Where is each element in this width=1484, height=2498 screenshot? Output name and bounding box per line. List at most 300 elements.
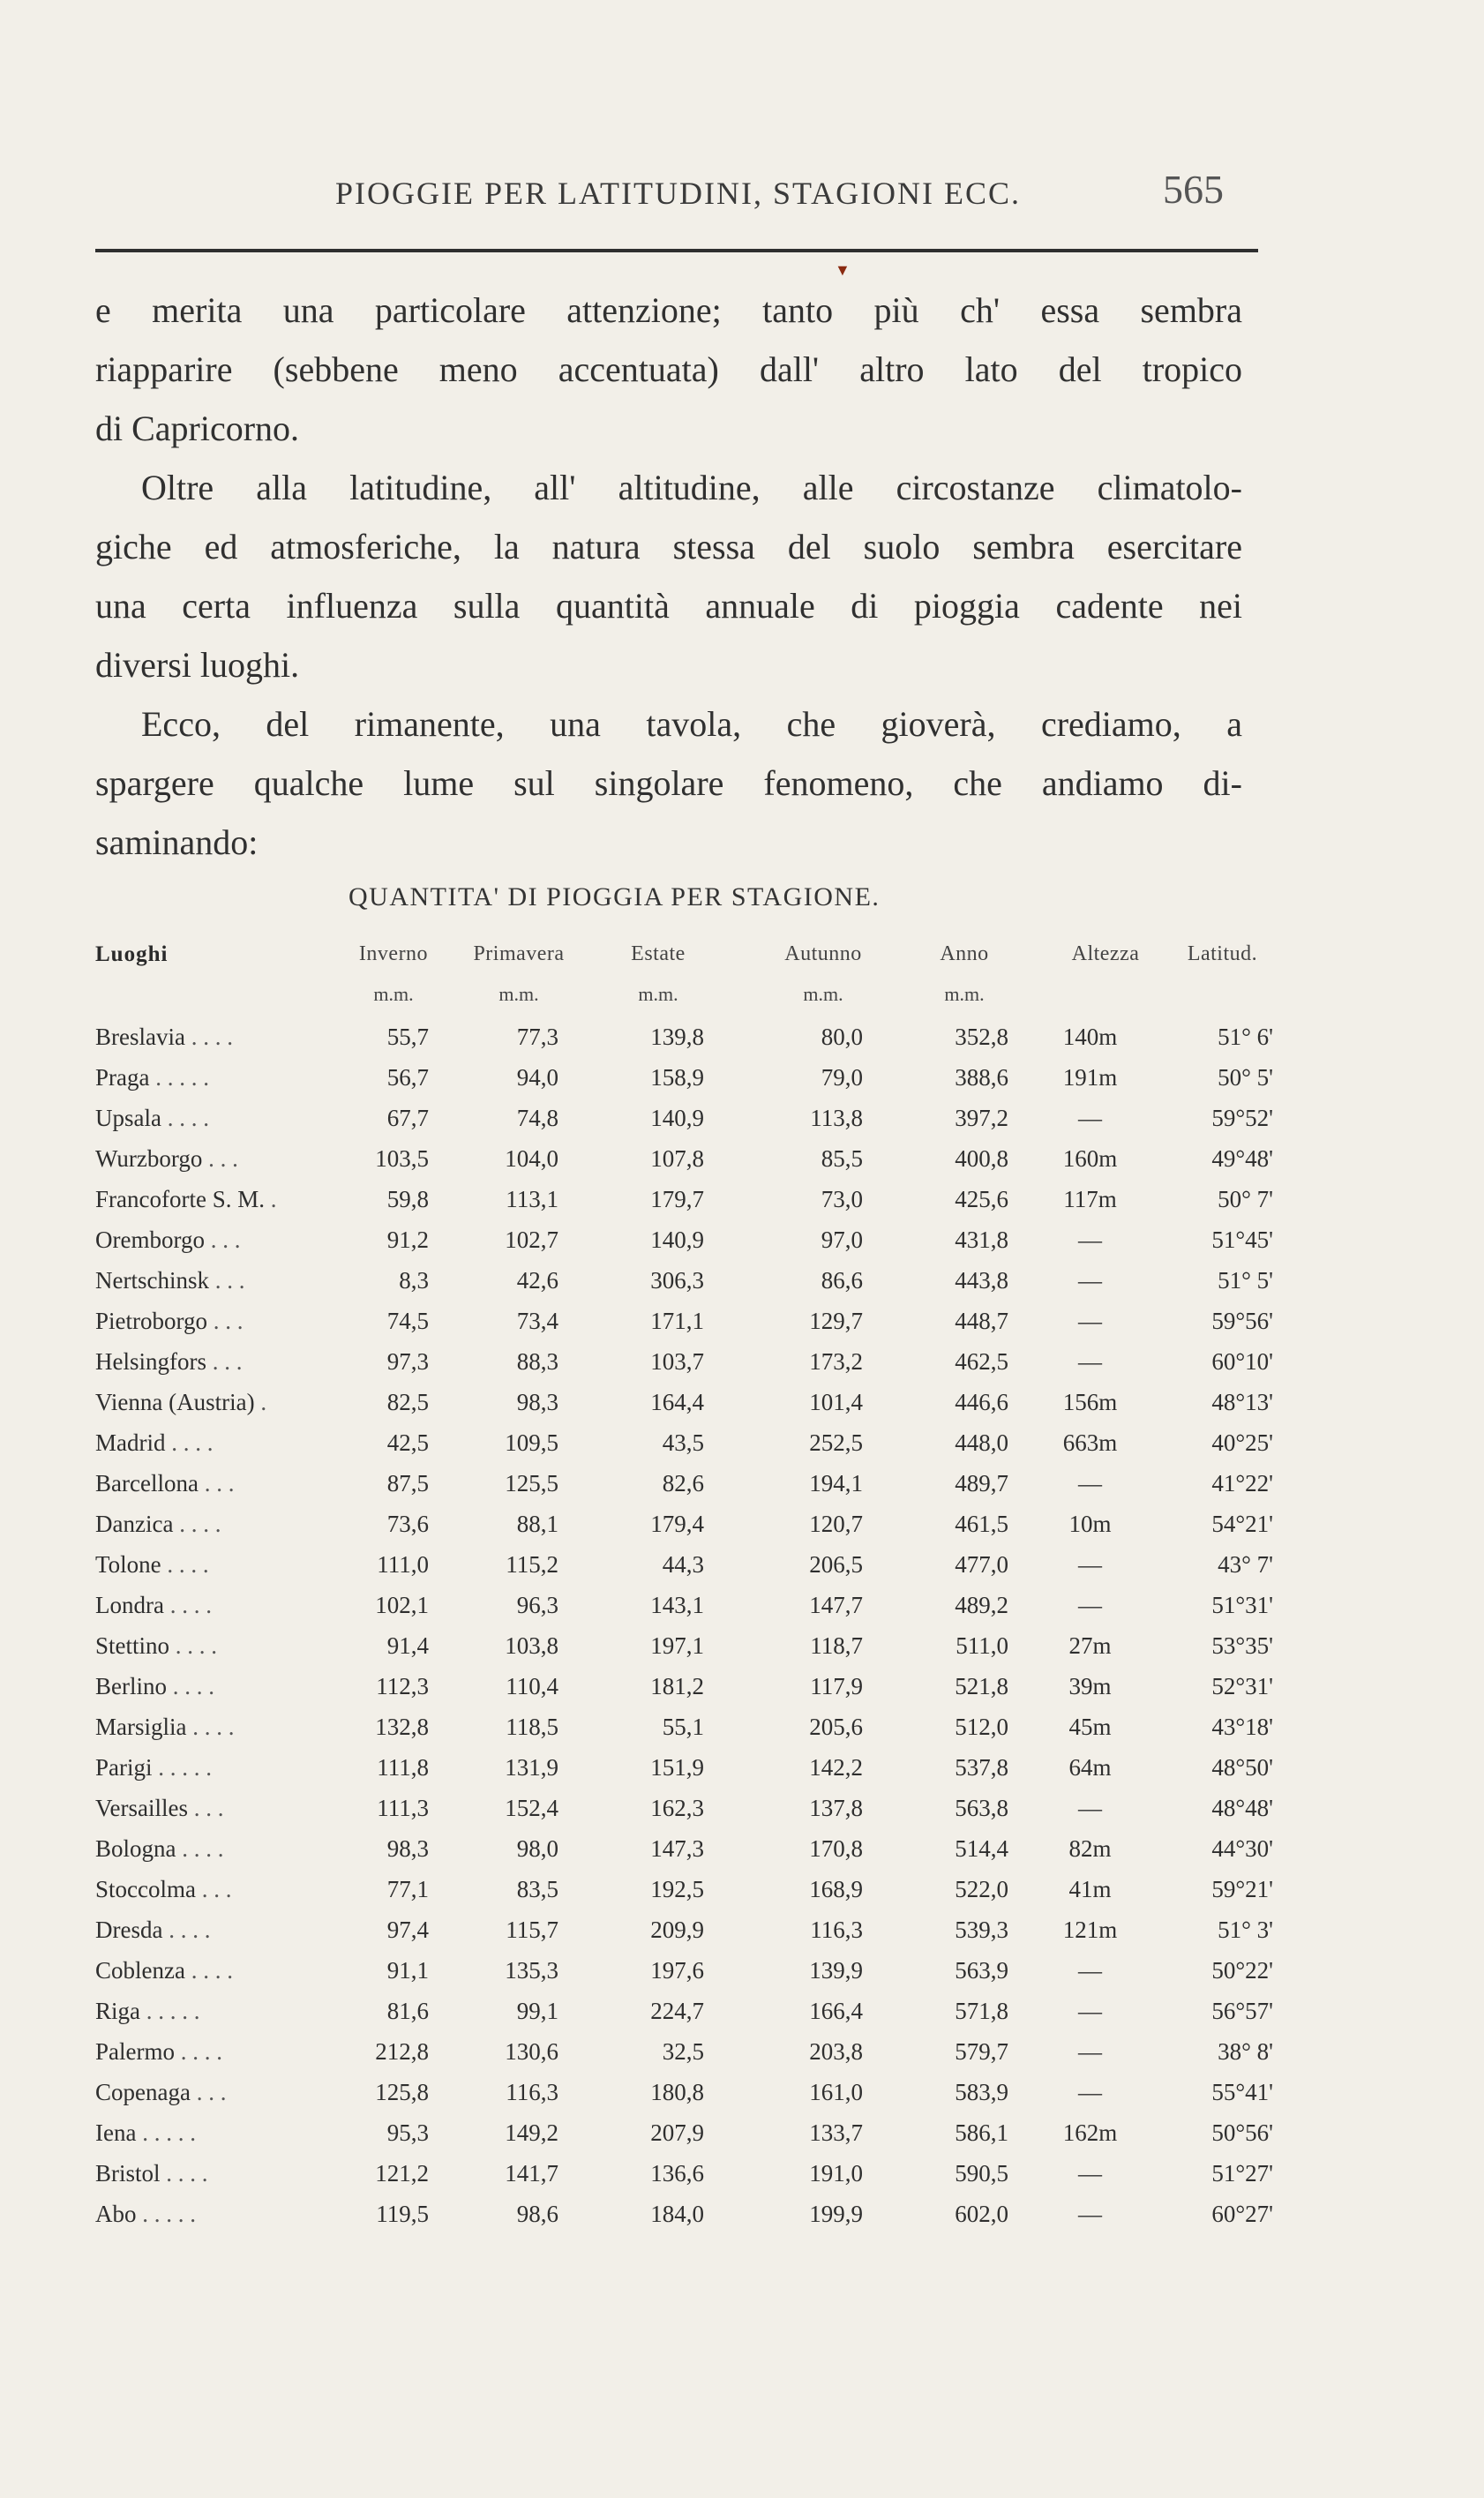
cell-anno: 446,6: [955, 1389, 1008, 1415]
cell-anno: 583,9: [955, 2079, 1008, 2105]
cell-altezza: —: [1078, 1957, 1102, 1984]
place-name: Iena: [95, 2119, 137, 2146]
leader-dots: . . .: [198, 1470, 235, 1497]
place-name: Coblenza: [95, 1957, 185, 1984]
table-row: [95, 1673, 1273, 1714]
leader-dots: . . . .: [165, 1429, 214, 1456]
cell-autunno: 137,8: [809, 1795, 863, 1821]
cell-anno: 477,0: [955, 1551, 1008, 1578]
cell-latitudine: 60°10': [1211, 1348, 1273, 1375]
cell-anno: 586,1: [955, 2119, 1008, 2146]
cell-estate: 207,9: [650, 2119, 704, 2146]
cell-inverno: 111,3: [377, 1795, 429, 1821]
cell-anno: 537,8: [955, 1754, 1008, 1781]
cell-altezza: 41m: [1068, 1876, 1112, 1902]
cell-altezza: —: [1078, 1348, 1102, 1375]
table-row: [95, 1024, 1273, 1064]
table-row: [95, 1145, 1273, 1186]
ink-mark: ▼: [835, 261, 851, 279]
cell-estate: 184,0: [650, 2201, 704, 2227]
cell-estate: 140,9: [650, 1105, 704, 1131]
cell-estate: 197,1: [650, 1632, 704, 1659]
cell-autunno: 116,3: [810, 1917, 863, 1943]
place-name: Upsala: [95, 1105, 161, 1131]
cell-autunno: 120,7: [809, 1511, 863, 1537]
cell-anno: 521,8: [955, 1673, 1008, 1699]
cell-inverno: 67,7: [386, 1105, 429, 1131]
cell-latitudine: 60°27': [1211, 2201, 1273, 2227]
cell-inverno: 87,5: [386, 1470, 429, 1497]
cell-latitudine: 50° 5': [1218, 1064, 1273, 1091]
cell-latitudine: 55°41': [1211, 2079, 1273, 2105]
table-row: [95, 1105, 1273, 1145]
place-name: Dresda: [95, 1917, 163, 1943]
cell-altezza: 162m: [1062, 2119, 1118, 2146]
table-row: [95, 1754, 1273, 1795]
text-line: una certa influenza sulla quantità annuale di pioggia cadente nei: [95, 586, 1242, 626]
cell-inverno: 74,5: [386, 1308, 429, 1334]
unit-anno: m.m.: [944, 983, 985, 1005]
cell-estate: 44,3: [662, 1551, 704, 1578]
unit-estate: m.m.: [638, 983, 678, 1005]
cell-anno: 489,2: [955, 1592, 1008, 1618]
cell-altezza: —: [1078, 1998, 1102, 2024]
place-name: Berlino: [95, 1673, 167, 1699]
cell-primavera: 73,4: [516, 1308, 558, 1334]
cell-inverno: 91,1: [386, 1957, 429, 1984]
place-name: Stoccolma: [95, 1876, 196, 1902]
place-name: Riga: [95, 1998, 140, 2024]
header-estate: Estate: [631, 942, 686, 965]
cell-anno: 590,5: [955, 2160, 1008, 2187]
text-line: Ecco, del rimanente, una tavola, che gioverà, crediamo, a: [141, 704, 1242, 744]
unit-primavera: m.m.: [498, 983, 539, 1005]
cell-primavera: 77,3: [516, 1024, 558, 1050]
cell-altezza: 156m: [1062, 1389, 1118, 1415]
cell-estate: 181,2: [650, 1673, 704, 1699]
cell-latitudine: 49°48': [1211, 1145, 1273, 1172]
cell-inverno: 82,5: [386, 1389, 429, 1415]
place-name: Bologna: [95, 1835, 176, 1862]
cell-primavera: 141,7: [505, 2160, 558, 2187]
cell-anno: 563,9: [955, 1957, 1008, 1984]
cell-inverno: 111,0: [377, 1551, 429, 1578]
table-row: [95, 1267, 1273, 1308]
table-row: [95, 1470, 1273, 1511]
unit-inverno: m.m.: [373, 983, 414, 1005]
cell-autunno: 117,9: [810, 1673, 863, 1699]
cell-altezza: —: [1078, 1795, 1102, 1821]
leader-dots: . . .: [202, 1145, 238, 1172]
cell-latitudine: 40°25': [1211, 1429, 1273, 1456]
cell-anno: 563,8: [955, 1795, 1008, 1821]
cell-primavera: 125,5: [505, 1470, 558, 1497]
cell-primavera: 83,5: [516, 1876, 558, 1902]
leader-dots: . . .: [187, 1795, 224, 1821]
cell-inverno: 42,5: [386, 1429, 429, 1456]
table-row: [95, 1917, 1273, 1957]
cell-latitudine: 51°31': [1211, 1592, 1273, 1618]
text-line: giche ed atmosferiche, la natura stessa del suolo sembra esercitare: [95, 527, 1242, 566]
cell-autunno: 191,0: [809, 2160, 863, 2187]
cell-altezza: —: [1078, 2201, 1102, 2227]
leader-dots: . . . .: [167, 1673, 214, 1699]
body-paragraphs: [95, 281, 1242, 872]
place-name: Nertschinsk: [95, 1267, 209, 1294]
leader-dots: . . . . .: [136, 2201, 196, 2227]
cell-autunno: 199,9: [809, 2201, 863, 2227]
header-altezza: Altezza: [1071, 942, 1140, 965]
table-row: [95, 1064, 1273, 1105]
cell-latitudine: 53°35': [1211, 1632, 1273, 1659]
table-units-row: [95, 983, 1260, 1024]
cell-inverno: 59,8: [386, 1186, 429, 1212]
cell-inverno: 121,2: [375, 2160, 429, 2187]
cell-anno: 443,8: [955, 1267, 1008, 1294]
unit-autunno: m.m.: [803, 983, 843, 1005]
cell-anno: 602,0: [955, 2201, 1008, 2227]
table-row: [95, 2119, 1273, 2160]
place-name: Praga: [95, 1064, 150, 1091]
cell-primavera: 74,8: [516, 1105, 558, 1131]
page-number: 565: [1163, 167, 1224, 212]
cell-altezza: 64m: [1068, 1754, 1112, 1781]
leader-dots: . . . . .: [149, 1064, 209, 1091]
leader-dots: . . . .: [184, 1957, 233, 1984]
cell-primavera: 152,4: [505, 1795, 558, 1821]
leader-dots: . . .: [208, 1267, 245, 1294]
place-name: Bristol: [95, 2160, 161, 2187]
cell-inverno: 8,3: [399, 1267, 429, 1294]
cell-anno: 462,5: [955, 1348, 1008, 1375]
cell-inverno: 91,2: [386, 1226, 429, 1253]
table-row: [95, 1714, 1273, 1754]
cell-estate: 179,7: [650, 1186, 704, 1212]
cell-altezza: —: [1078, 1105, 1102, 1131]
cell-latitudine: 48°13': [1211, 1389, 1273, 1415]
cell-primavera: 149,2: [505, 2119, 558, 2146]
text-line: saminando:: [95, 822, 259, 862]
table-row: [95, 2201, 1273, 2241]
table-body: [95, 1024, 1273, 2241]
cell-autunno: 73,0: [821, 1186, 863, 1212]
cell-autunno: 86,6: [821, 1267, 863, 1294]
place-name: Barcellona: [95, 1470, 199, 1497]
cell-estate: 103,7: [650, 1348, 704, 1375]
cell-altezza: 117m: [1063, 1186, 1117, 1212]
cell-latitudine: 51° 5': [1218, 1267, 1273, 1294]
cell-anno: 400,8: [955, 1145, 1008, 1172]
cell-latitudine: 48°50': [1211, 1754, 1273, 1781]
cell-primavera: 115,7: [506, 1917, 558, 1943]
cell-estate: 32,5: [662, 2038, 704, 2065]
cell-anno: 388,6: [955, 1064, 1008, 1091]
cell-latitudine: 38° 8': [1218, 2038, 1273, 2065]
cell-autunno: 101,4: [809, 1389, 863, 1415]
cell-primavera: 135,3: [505, 1957, 558, 1984]
place-name: Madrid: [95, 1429, 166, 1456]
cell-latitudine: 59°21': [1211, 1876, 1273, 1902]
leader-dots: . . . . .: [152, 1754, 212, 1781]
leader-dots: .: [264, 1186, 277, 1212]
cell-primavera: 130,6: [505, 2038, 558, 2065]
cell-estate: 197,6: [650, 1957, 704, 1984]
place-name: Londra: [95, 1592, 164, 1618]
leader-dots: . . . .: [162, 1917, 211, 1943]
cell-autunno: 85,5: [821, 1145, 863, 1172]
cell-estate: 147,3: [650, 1835, 704, 1862]
cell-altezza: 39m: [1068, 1673, 1112, 1699]
cell-autunno: 118,7: [810, 1632, 863, 1659]
leader-dots: . . . .: [161, 1105, 209, 1131]
cell-estate: 224,7: [650, 1998, 704, 2024]
cell-estate: 107,8: [650, 1145, 704, 1172]
header-autunno: Autunno: [784, 942, 862, 965]
cell-altezza: —: [1078, 1551, 1102, 1578]
cell-autunno: 97,0: [821, 1226, 863, 1253]
table-row: [95, 1957, 1273, 1998]
table-row: [95, 1632, 1273, 1673]
cell-autunno: 206,5: [809, 1551, 863, 1578]
cell-altezza: —: [1078, 1226, 1102, 1253]
cell-altezza: —: [1078, 2038, 1102, 2065]
cell-primavera: 115,2: [506, 1551, 558, 1578]
cell-altezza: 140m: [1062, 1024, 1118, 1050]
cell-primavera: 102,7: [505, 1226, 558, 1253]
cell-latitudine: 50°56': [1211, 2119, 1273, 2146]
cell-estate: 151,9: [650, 1754, 704, 1781]
cell-primavera: 131,9: [505, 1754, 558, 1781]
header-anno: Anno: [940, 942, 989, 965]
leader-dots: . . . .: [163, 1592, 212, 1618]
table-row: [95, 1226, 1273, 1267]
cell-latitudine: 51°45': [1211, 1226, 1273, 1253]
table-row: [95, 1835, 1273, 1876]
cell-latitudine: 43° 7': [1218, 1551, 1273, 1578]
table-row: [95, 1998, 1273, 2038]
cell-altezza: 10m: [1068, 1511, 1112, 1537]
place-name: Francoforte S. M.: [95, 1186, 265, 1212]
cell-primavera: 88,1: [516, 1511, 558, 1537]
leader-dots: . . . .: [169, 1632, 218, 1659]
cell-primavera: 96,3: [516, 1592, 558, 1618]
cell-estate: 139,8: [650, 1024, 704, 1050]
cell-estate: 306,3: [650, 1267, 704, 1294]
cell-primavera: 98,0: [516, 1835, 558, 1862]
place-name: Vienna (Austria): [95, 1389, 255, 1415]
leader-dots: . . . . .: [140, 1998, 200, 2024]
cell-anno: 522,0: [955, 1876, 1008, 1902]
cell-altezza: 191m: [1062, 1064, 1118, 1091]
place-name: Wurzborgo: [95, 1145, 203, 1172]
cell-autunno: 147,7: [809, 1592, 863, 1618]
cell-latitudine: 59°52': [1211, 1105, 1273, 1131]
table-row: [95, 1511, 1273, 1551]
cell-autunno: 161,0: [809, 2079, 863, 2105]
cell-latitudine: 51°27': [1211, 2160, 1273, 2187]
cell-estate: 136,6: [650, 2160, 704, 2187]
header-inverno: Inverno: [358, 942, 429, 965]
cell-primavera: 116,3: [506, 2079, 558, 2105]
cell-inverno: 102,1: [375, 1592, 429, 1618]
table-row: [95, 1186, 1273, 1226]
cell-inverno: 112,3: [376, 1673, 429, 1699]
text-line: di Capricorno.: [95, 409, 300, 448]
leader-dots: . . . . .: [136, 2119, 196, 2146]
cell-autunno: 173,2: [809, 1348, 863, 1375]
cell-latitudine: 56°57': [1211, 1998, 1273, 2024]
cell-primavera: 88,3: [516, 1348, 558, 1375]
cell-latitudine: 41°22': [1211, 1470, 1273, 1497]
cell-estate: 140,9: [650, 1226, 704, 1253]
cell-primavera: 118,5: [506, 1714, 558, 1740]
cell-primavera: 42,6: [516, 1267, 558, 1294]
leader-dots: . . .: [195, 1876, 232, 1902]
place-name: Oremborgo: [95, 1226, 205, 1253]
cell-anno: 448,7: [955, 1308, 1008, 1334]
leader-dots: . . .: [204, 1226, 241, 1253]
leader-dots: . . . .: [174, 2038, 222, 2065]
header-latitudine: Latitud.: [1187, 942, 1258, 965]
cell-altezza: —: [1078, 2160, 1102, 2187]
cell-autunno: 142,2: [809, 1754, 863, 1781]
cell-primavera: 104,0: [505, 1145, 558, 1172]
place-name: Palermo: [95, 2038, 175, 2065]
cell-estate: 82,6: [662, 1470, 704, 1497]
table-row: [95, 1308, 1273, 1348]
cell-altezza: 663m: [1062, 1429, 1118, 1456]
cell-inverno: 73,6: [386, 1511, 429, 1537]
cell-inverno: 97,4: [386, 1917, 429, 1943]
cell-altezza: 82m: [1068, 1835, 1112, 1862]
cell-latitudine: 43°18': [1211, 1714, 1273, 1740]
cell-inverno: 81,6: [386, 1998, 429, 2024]
cell-estate: 162,3: [650, 1795, 704, 1821]
cell-primavera: 98,3: [516, 1389, 558, 1415]
header-luoghi: Luoghi: [95, 942, 169, 966]
running-header: PIOGGIE PER LATITUDINI, STAGIONI ECC.: [335, 176, 1022, 211]
leader-dots: . . .: [207, 1308, 244, 1334]
cell-autunno: 133,7: [809, 2119, 863, 2146]
place-name: Breslavia: [95, 1024, 185, 1050]
cell-anno: 511,0: [956, 1632, 1008, 1659]
leader-dots: . . .: [206, 1348, 243, 1375]
leader-dots: . . . .: [160, 2160, 208, 2187]
leader-dots: . . . .: [186, 1714, 235, 1740]
cell-inverno: 97,3: [386, 1348, 429, 1375]
rainfall-table: [95, 942, 1273, 2241]
cell-latitudine: 51° 3': [1218, 1917, 1273, 1943]
place-name: Parigi: [95, 1754, 153, 1781]
table-row: [95, 1795, 1273, 1835]
cell-inverno: 103,5: [375, 1145, 429, 1172]
leader-dots: . . . .: [176, 1835, 224, 1862]
place-name: Versailles: [95, 1795, 188, 1821]
table-title: QUANTITA' DI PIOGGIA PER STAGIONE.: [349, 882, 881, 911]
cell-autunno: 194,1: [809, 1470, 863, 1497]
cell-latitudine: 50°22': [1211, 1957, 1273, 1984]
leader-dots: . . .: [190, 2079, 227, 2105]
table-row: [95, 1876, 1273, 1917]
place-name: Copenaga: [95, 2079, 191, 2105]
cell-estate: 164,4: [650, 1389, 704, 1415]
text-line: Oltre alla latitudine, all' altitudine, alle circostanze climatolo-: [141, 468, 1242, 507]
cell-estate: 158,9: [650, 1064, 704, 1091]
cell-inverno: 56,7: [386, 1064, 429, 1091]
place-name: Tolone: [95, 1551, 161, 1578]
cell-primavera: 94,0: [516, 1064, 558, 1091]
cell-latitudine: 48°48': [1211, 1795, 1273, 1821]
cell-latitudine: 59°56': [1211, 1308, 1273, 1334]
cell-estate: 209,9: [650, 1917, 704, 1943]
cell-latitudine: 52°31': [1211, 1673, 1273, 1699]
cell-primavera: 113,1: [506, 1186, 558, 1212]
cell-anno: 461,5: [955, 1511, 1008, 1537]
cell-altezza: 121m: [1062, 1917, 1118, 1943]
cell-anno: 489,7: [955, 1470, 1008, 1497]
cell-anno: 539,3: [955, 1917, 1008, 1943]
place-name: Pietroborgo: [95, 1308, 207, 1334]
leader-dots: .: [254, 1389, 267, 1415]
cell-autunno: 170,8: [809, 1835, 863, 1862]
cell-primavera: 99,1: [516, 1998, 558, 2024]
cell-altezza: 27m: [1068, 1632, 1112, 1659]
cell-estate: 180,8: [650, 2079, 704, 2105]
table-header-row: [95, 942, 1260, 983]
cell-autunno: 166,4: [809, 1998, 863, 2024]
text-line: spargere qualche lume sul singolare fenomeno, che andiamo di-: [95, 763, 1242, 803]
cell-autunno: 129,7: [809, 1308, 863, 1334]
cell-autunno: 139,9: [809, 1957, 863, 1984]
cell-autunno: 205,6: [809, 1714, 863, 1740]
table-row: [95, 1348, 1273, 1389]
place-name: Marsiglia: [95, 1714, 187, 1740]
cell-latitudine: 51° 6': [1218, 1024, 1273, 1050]
table-row: [95, 1592, 1273, 1632]
cell-inverno: 132,8: [375, 1714, 429, 1740]
cell-inverno: 95,3: [386, 2119, 429, 2146]
text-line: riapparire (sebbene meno accentuata) dall' altro lato del tropico: [95, 349, 1242, 389]
cell-latitudine: 44°30': [1211, 1835, 1273, 1862]
cell-altezza: —: [1078, 1308, 1102, 1334]
cell-autunno: 252,5: [809, 1429, 863, 1456]
leader-dots: . . . .: [161, 1551, 209, 1578]
cell-inverno: 111,8: [377, 1754, 429, 1781]
cell-inverno: 77,1: [386, 1876, 429, 1902]
cell-autunno: 80,0: [821, 1024, 863, 1050]
cell-anno: 397,2: [955, 1105, 1008, 1131]
cell-estate: 171,1: [650, 1308, 704, 1334]
table-row: [95, 1429, 1273, 1470]
cell-altezza: 45m: [1068, 1714, 1112, 1740]
header-primavera: Primavera: [473, 942, 565, 965]
cell-anno: 431,8: [955, 1226, 1008, 1253]
cell-estate: 55,1: [662, 1714, 704, 1740]
cell-altezza: —: [1078, 1267, 1102, 1294]
cell-autunno: 79,0: [821, 1064, 863, 1091]
cell-altezza: —: [1078, 1592, 1102, 1618]
cell-estate: 179,4: [650, 1511, 704, 1537]
cell-primavera: 98,6: [516, 2201, 558, 2227]
cell-estate: 143,1: [650, 1592, 704, 1618]
cell-inverno: 119,5: [376, 2201, 429, 2227]
leader-dots: . . . .: [173, 1511, 221, 1537]
place-name: Danzica: [95, 1511, 174, 1537]
cell-anno: 352,8: [955, 1024, 1008, 1050]
cell-primavera: 103,8: [505, 1632, 558, 1659]
cell-latitudine: 54°21': [1211, 1511, 1273, 1537]
place-name: Abo: [95, 2201, 137, 2227]
